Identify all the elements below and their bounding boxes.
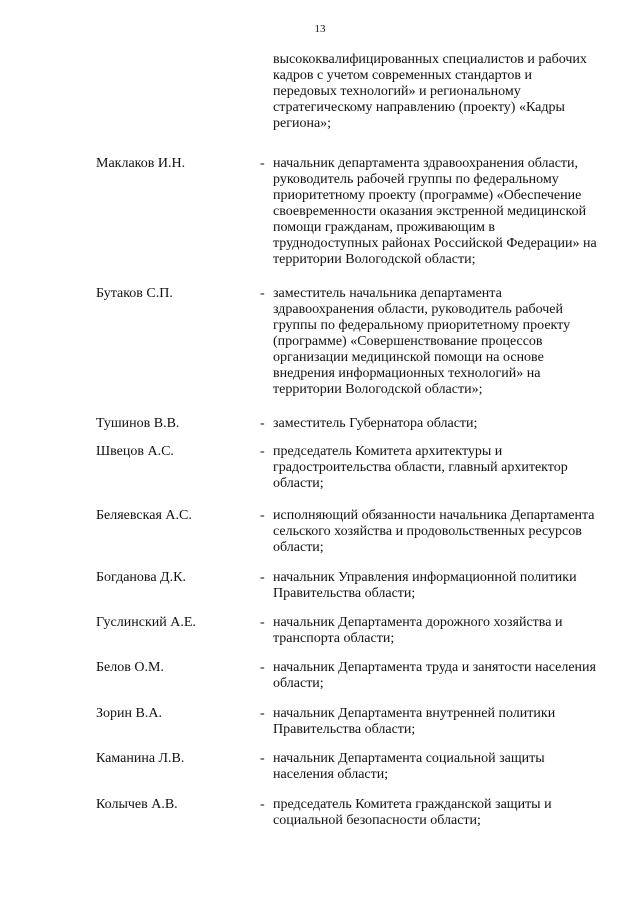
member-name: Беляевская А.С. xyxy=(96,508,192,523)
member-position: начальник Департамента социальной защиты населения области; xyxy=(273,751,545,782)
list-dash: - xyxy=(260,706,265,721)
list-dash: - xyxy=(260,156,265,171)
member-name: Гуслинский А.Е. xyxy=(96,615,196,630)
member-name: Зорин В.А. xyxy=(96,706,162,721)
list-dash: - xyxy=(260,444,265,459)
member-position: заместитель Губернатора области; xyxy=(273,416,478,431)
list-dash: - xyxy=(260,416,265,431)
list-dash: - xyxy=(260,660,265,675)
list-dash: - xyxy=(260,797,265,812)
list-dash: - xyxy=(260,508,265,523)
list-dash: - xyxy=(260,570,265,585)
list-dash: - xyxy=(260,286,265,301)
member-position: заместитель начальника департамента здравоохранения области, руководитель рабочей группы по федеральному приоритетному проекту (программе) «Совершенствование процессов организации медицинской помощи на основе внедрения информационных технологий» на территории Вологодской области»; xyxy=(273,286,571,397)
member-name: Бутаков С.П. xyxy=(96,286,173,301)
page-number: 13 xyxy=(314,23,326,35)
member-name: Швецов А.С. xyxy=(96,444,174,459)
member-name: Колычев А.В. xyxy=(96,797,178,812)
list-dash: - xyxy=(260,615,265,630)
member-position: исполняющий обязанности начальника Департамента сельского хозяйства и продовольственных ресурсов области; xyxy=(273,508,595,555)
continuation-text: высококвалифицированных специалистов и рабочих кадров с учетом современных стандартов и передовых технологий» и региональному стратегическому направлению (проекту) «Кадры региона»; xyxy=(273,52,587,131)
member-name: Белов О.М. xyxy=(96,660,164,675)
member-position: начальник Департамента труда и занятости населения области; xyxy=(273,660,596,691)
member-position: председатель Комитета архитектуры и градостроительства области, главный архитектор области; xyxy=(273,444,568,491)
member-position: председатель Комитета гражданской защиты и социальной безопасности области; xyxy=(273,797,552,828)
member-position: начальник Департамента внутренней политики Правительства области; xyxy=(273,706,556,737)
member-name: Богданова Д.К. xyxy=(96,570,186,585)
member-name: Каманина Л.В. xyxy=(96,751,185,766)
member-name: Маклаков И.Н. xyxy=(96,156,186,171)
member-name: Тушинов В.В. xyxy=(96,416,180,431)
member-position: начальник Департамента дорожного хозяйства и транспорта области; xyxy=(273,615,563,646)
member-position: начальник департамента здравоохранения области, руководитель рабочей группы по федеральному приоритетному проекту (программе) «Обеспечение своевременности оказания экстренной медицинской помощи гражданам, проживающим в труднодоступных районах Российской Федерации» на территории Вологодской области; xyxy=(273,156,597,267)
list-dash: - xyxy=(260,751,265,766)
member-position: начальник Управления информационной политики Правительства области; xyxy=(273,570,577,601)
